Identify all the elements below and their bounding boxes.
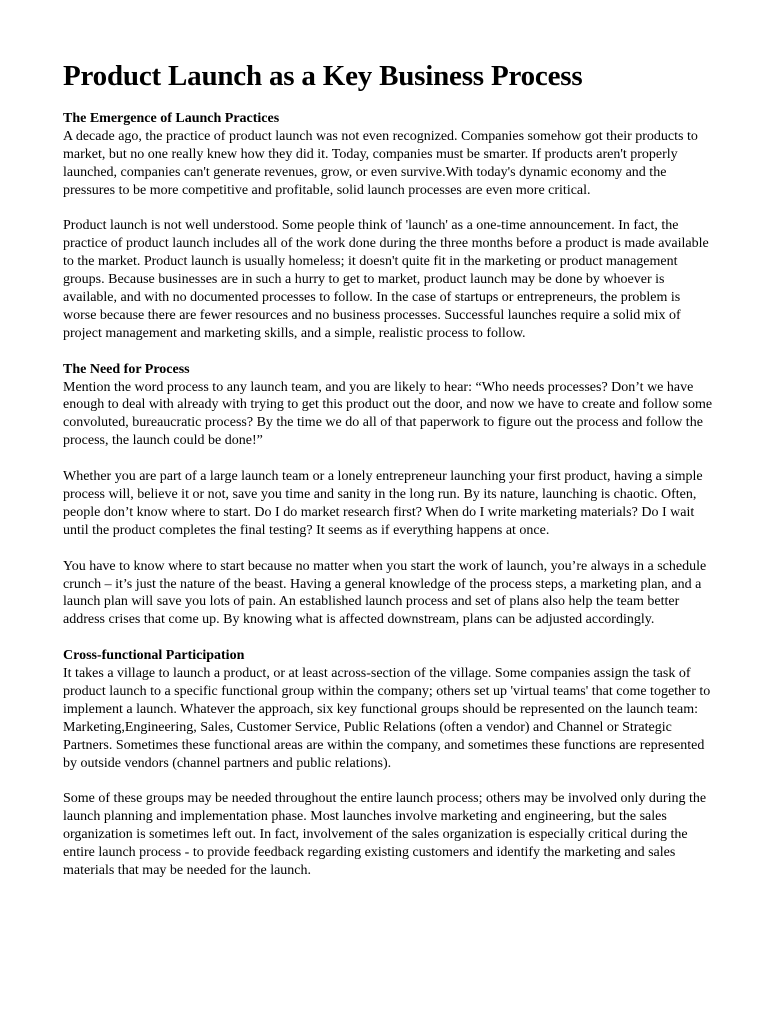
paragraph: You have to know where to start because no matter when you start the work of launch, you’re always in a schedule crunch – it’s just the nature of the beast. Having a general knowledge of the process steps, a marketing plan, and a launch plan will save you lots of pain. An established launch process and set of plans also help the team better address crises that come up. By knowing what is affected downstream, plans can be adjusted accordingly. [63, 558, 707, 628]
section-heading: Cross-functional Participation [63, 648, 245, 664]
section-need-for-process [63, 361, 713, 630]
paragraph: Some of these groups may be needed throughout the entire launch process; others may be involved only during the launch planning and implementation phase. Most launches involve marketing and engineering, but the sales organization is sometimes left out. In fact, involvement of the sales organization is especially critical during the entire launch process - to provide feedback regarding existing customers and identify the marketing and sales materials that may be needed for the launch. [63, 791, 707, 878]
page-title: Product Launch as a Key Business Process [63, 60, 583, 92]
section-cross-functional-participation [63, 647, 713, 880]
paragraph: It takes a village to launch a product, or at least across-section of the village. Some companies assign the task of product launch to a specific functional group within the company; others set up 'virtual teams' that come together to implement a launch. Whatever the approach, six key functional groups should be represented on the launch team: Marketing,Engineering, Sales, Customer Service, Public Relations (often a vendor) and Channel or Strategic Partners. Sometimes these functional areas are within the company, and sometimes these functions are represented by outside vendors (channel partners and public relations). [63, 666, 711, 771]
paragraph: A decade ago, the practice of product launch was not even recognized. Companies somehow got their products to market, but no one really knew how they did it. Today, companies must be smarter. If products aren't properly launched, companies can't generate revenues, grow, or even survive.With today's dynamic economy and the pressures to be more competitive and profitable, solid launch processes are even more critical. [63, 128, 698, 198]
section-heading: The Need for Process [63, 361, 190, 377]
section-emergence-of-launch-practices [63, 110, 713, 343]
section-heading: The Emergence of Launch Practices [63, 111, 280, 126]
paragraph: Mention the word process to any launch team, and you are likely to hear: “Who needs processes? Don’t we have enough to deal with already with trying to get this product out the door, and now we have to create and follow some convoluted, bureaucratic process? By the time we do all of that paperwork to figure out the process and follow the process, the launch could be done!” [63, 379, 713, 449]
paragraph: Whether you are part of a large launch team or a lonely entrepreneur launching your first product, having a simple process will, believe it or not, save you time and sanity in the long run. By its nature, launching is chaotic. Often, people don’t know where to start. Do I do market research first? When do I write marketing materials? Do I wait until the product completes the final testing? It seems as if everything happens at once. [63, 469, 703, 538]
paragraph: Product launch is not well understood. Some people think of 'launch' as a one-time announcement. In fact, the practice of product launch includes all of the work done during the three months before a product is made available to the market. Product launch is usually homeless; it doesn't quite fit in the marketing or product management groups. Because businesses are in such a hurry to get to market, product launch may be done by whoever is available, and with no documented processes to follow. In the case of startups or entrepreneurs, the problem is worse because there are fewer resources and no business processes. Successful launches require a solid mix of project management and marketing skills, and a simple, realistic process to follow. [63, 218, 709, 341]
document-page [63, 58, 713, 898]
